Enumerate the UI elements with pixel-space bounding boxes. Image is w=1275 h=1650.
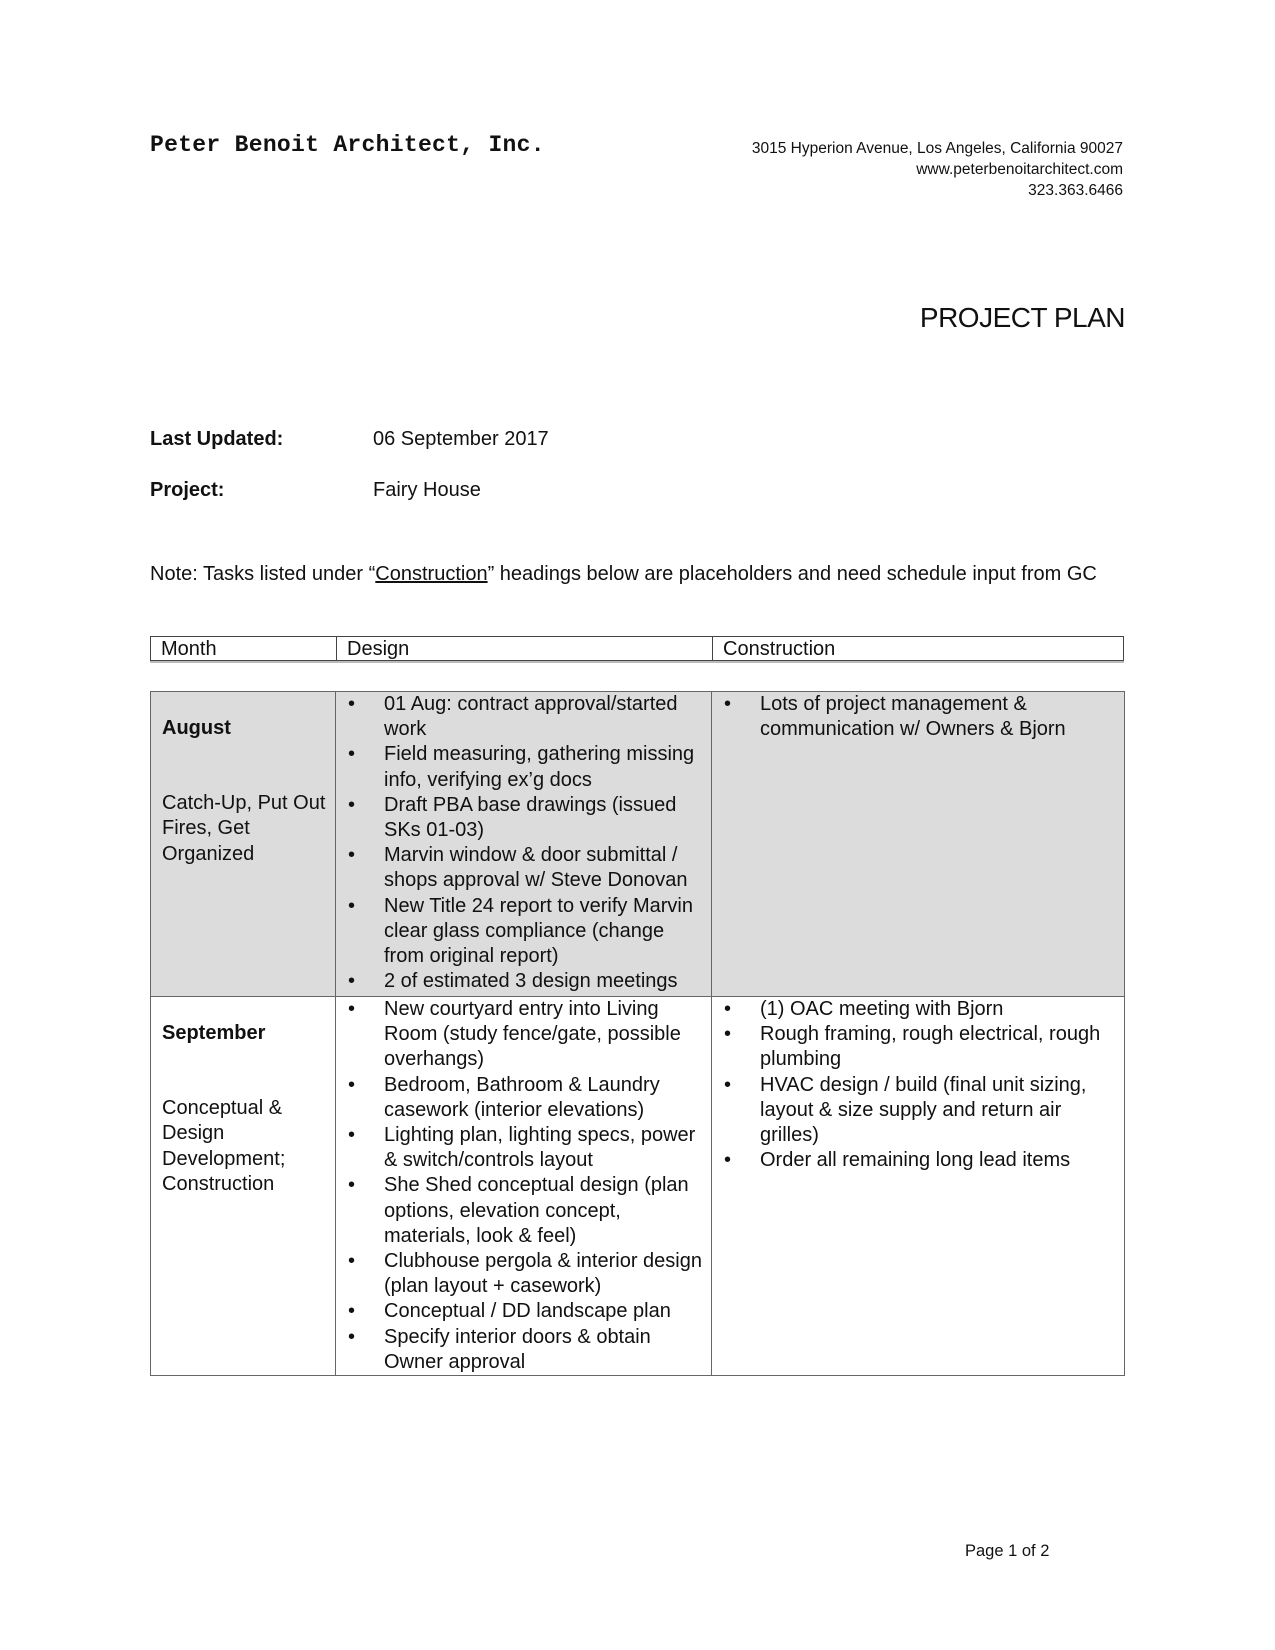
list-item: • (1) OAC meeting with Bjorn bbox=[712, 997, 1124, 1022]
address: 3015 Hyperion Avenue, Los Angeles, California 90027 bbox=[751, 140, 1123, 157]
phase-text: Catch-Up, Put Out Fires, Get Organized bbox=[162, 792, 326, 865]
list-item: • Marvin window & door submittal / shops approval w/ Steve Donovan bbox=[336, 843, 711, 893]
website: www.peterbenoitarchitect.com bbox=[916, 161, 1123, 178]
list-item: • New courtyard entry into Living Room (study fence/gate, possible overhangs) bbox=[336, 997, 711, 1073]
last-updated-value: 06 September 2017 bbox=[373, 428, 549, 450]
list-item: • Conceptual / DD landscape plan bbox=[336, 1299, 711, 1324]
list-item: • HVAC design / build (final unit sizing, layout & size supply and return air grilles) bbox=[712, 1073, 1124, 1149]
list-item: • Bedroom, Bathroom & Laundry casework (interior elevations) bbox=[336, 1073, 711, 1123]
list-item: • Specify interior doors & obtain Owner approval bbox=[336, 1325, 711, 1375]
list-item: • Rough framing, rough electrical, rough plumbing bbox=[712, 1022, 1124, 1072]
phase-text: Conceptual & Design Development; Construction bbox=[162, 1097, 286, 1195]
table-header bbox=[150, 636, 1124, 661]
month-cell bbox=[151, 997, 336, 1376]
project-plan-table bbox=[150, 691, 1125, 1376]
phone: 323.363.6466 bbox=[1028, 182, 1123, 199]
project-value: Fairy House bbox=[373, 479, 481, 501]
document-title: PROJECT PLAN bbox=[919, 302, 1125, 333]
month-name: September bbox=[162, 1022, 266, 1044]
list-item: • 2 of estimated 3 design meetings bbox=[336, 969, 711, 994]
header-construction: Construction bbox=[712, 637, 1122, 660]
design-cell bbox=[336, 692, 712, 997]
design-cell bbox=[336, 997, 712, 1376]
project-label: Project: bbox=[150, 479, 225, 501]
list-item: • She Shed conceptual design (plan options, elevation concept, materials, look & feel) bbox=[336, 1173, 711, 1249]
list-item: • Lots of project management & communication w/ Owners & Bjorn bbox=[712, 692, 1124, 742]
table-row bbox=[151, 692, 1125, 997]
note-suffix: ” headings below are placeholders and need schedule input from GC bbox=[487, 563, 1097, 585]
firm-name: Peter Benoit Architect, Inc. bbox=[150, 132, 545, 158]
list-item: • Order all remaining long lead items bbox=[712, 1148, 1124, 1173]
month-name: August bbox=[162, 717, 231, 739]
list-item: • Field measuring, gathering missing info, verifying ex’g docs bbox=[336, 742, 711, 792]
list-item: • New Title 24 report to verify Marvin clear glass compliance (change from original report) bbox=[336, 894, 711, 970]
header-design: Design bbox=[336, 637, 712, 660]
list-item: • Draft PBA base drawings (issued SKs 01-03) bbox=[336, 793, 711, 843]
last-updated-label: Last Updated: bbox=[150, 428, 284, 450]
list-item: • Lighting plan, lighting specs, power & switch/controls layout bbox=[336, 1123, 711, 1173]
list-item: • Clubhouse pergola & interior design (plan layout + casework) bbox=[336, 1249, 711, 1299]
construction-cell bbox=[712, 692, 1125, 997]
month-cell bbox=[151, 692, 336, 997]
contact-block bbox=[752, 138, 1123, 201]
note-prefix: Note: Tasks listed under “ bbox=[150, 563, 376, 585]
construction-cell bbox=[712, 997, 1125, 1376]
list-item: • 01 Aug: contract approval/started work bbox=[336, 692, 711, 742]
page-number: Page 1 of 2 bbox=[965, 1542, 1050, 1560]
note bbox=[150, 563, 1097, 586]
header-month: Month bbox=[161, 638, 217, 660]
note-underlined: Construction bbox=[375, 563, 488, 585]
table-row bbox=[151, 997, 1125, 1376]
